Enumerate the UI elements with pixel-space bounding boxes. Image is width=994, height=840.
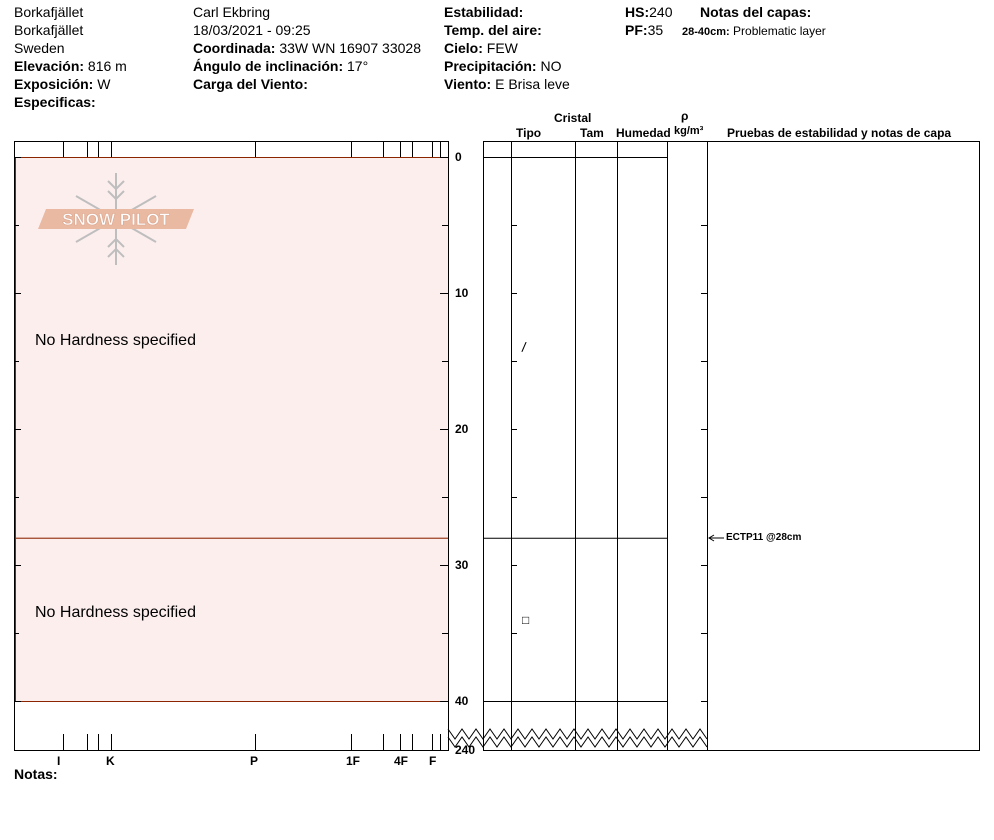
layer-2-hardness-label: No Hardness specified	[35, 604, 196, 621]
notes-label: Notas:	[14, 766, 58, 782]
hardness-label-1f: 1F	[346, 754, 361, 768]
pf-label: PF:	[625, 22, 648, 38]
stability-label: Estabilidad:	[444, 4, 524, 20]
depth-label-240: 240	[455, 743, 476, 757]
layer-2-grain-symbol: □	[522, 613, 530, 627]
crystal-header: Cristal	[554, 111, 592, 125]
depth-label-20: 20	[455, 422, 469, 436]
slope-label: Ángulo de inclinación:	[193, 58, 344, 74]
depth-label-10: 10	[455, 286, 469, 300]
sky-label: Cielo:	[444, 40, 483, 56]
elevation-value: 816 m	[87, 58, 127, 74]
moisture-header: Humedad	[616, 126, 671, 140]
depth-label-40: 40	[455, 694, 469, 708]
wind-value: E Brisa leve	[495, 76, 570, 92]
rho-header: ρ	[681, 109, 689, 123]
precip-label: Precipitación:	[444, 58, 537, 74]
hardness-label-4f: 4F	[394, 754, 409, 768]
location-name: Borkafjället	[14, 4, 84, 20]
hardness-label-p: P	[250, 754, 259, 768]
layer-1-grain-symbol: /	[520, 338, 527, 356]
layer-notes-label: Notas del capas:	[700, 4, 812, 20]
layer-note-text: Problematic layer	[733, 24, 826, 38]
logo-text: SNOW PILOT	[62, 210, 170, 229]
country: Sweden	[14, 40, 65, 56]
size-header: Tam	[580, 126, 604, 140]
type-header: Tipo	[516, 126, 542, 140]
coordinate-label: Coordinada:	[193, 40, 276, 56]
location-subname: Borkafjället	[14, 22, 84, 38]
hs-label: HS:	[625, 4, 650, 20]
observer: Carl Ekbring	[193, 4, 271, 20]
aspect-value: W	[97, 76, 111, 92]
slope-value: 17°	[347, 58, 369, 74]
depth-label-0: 0	[455, 150, 462, 164]
pf-value: 35	[647, 22, 664, 38]
hs-value: 240	[649, 4, 673, 20]
hardness-label-k: K	[106, 754, 115, 768]
precip-value: NO	[540, 58, 562, 74]
stability-test-marker	[709, 535, 724, 541]
wind-label: Viento:	[444, 76, 492, 92]
layer-note-range: 28-40cm:	[682, 26, 730, 38]
break-line-upper	[448, 729, 707, 739]
stability-test-note: ECTP11 @28cm	[726, 532, 802, 543]
density-unit-header: kg/m³	[674, 125, 704, 137]
datetime: 18/03/2021 - 09:25	[193, 22, 311, 38]
coordinate-value: 33W WN 16907 33028	[279, 40, 421, 56]
tests-header: Pruebas de estabilidad y notas de capa	[727, 126, 952, 140]
hardness-label-f: F	[429, 754, 437, 768]
depth-label-30: 30	[455, 558, 469, 572]
sky-value: FEW	[486, 40, 518, 56]
break-line-lower	[448, 737, 707, 747]
wind-load-label: Carga del Viento:	[193, 76, 308, 92]
hardness-label-i: I	[57, 754, 61, 768]
elevation-label: Elevación:	[14, 58, 85, 74]
air-temp-label: Temp. del aire:	[444, 22, 542, 38]
crystal-table	[483, 141, 980, 751]
layer-1-hardness-label: No Hardness specified	[35, 332, 196, 349]
aspect-label: Exposición:	[14, 76, 94, 92]
specifics-label: Especificas:	[14, 94, 96, 110]
